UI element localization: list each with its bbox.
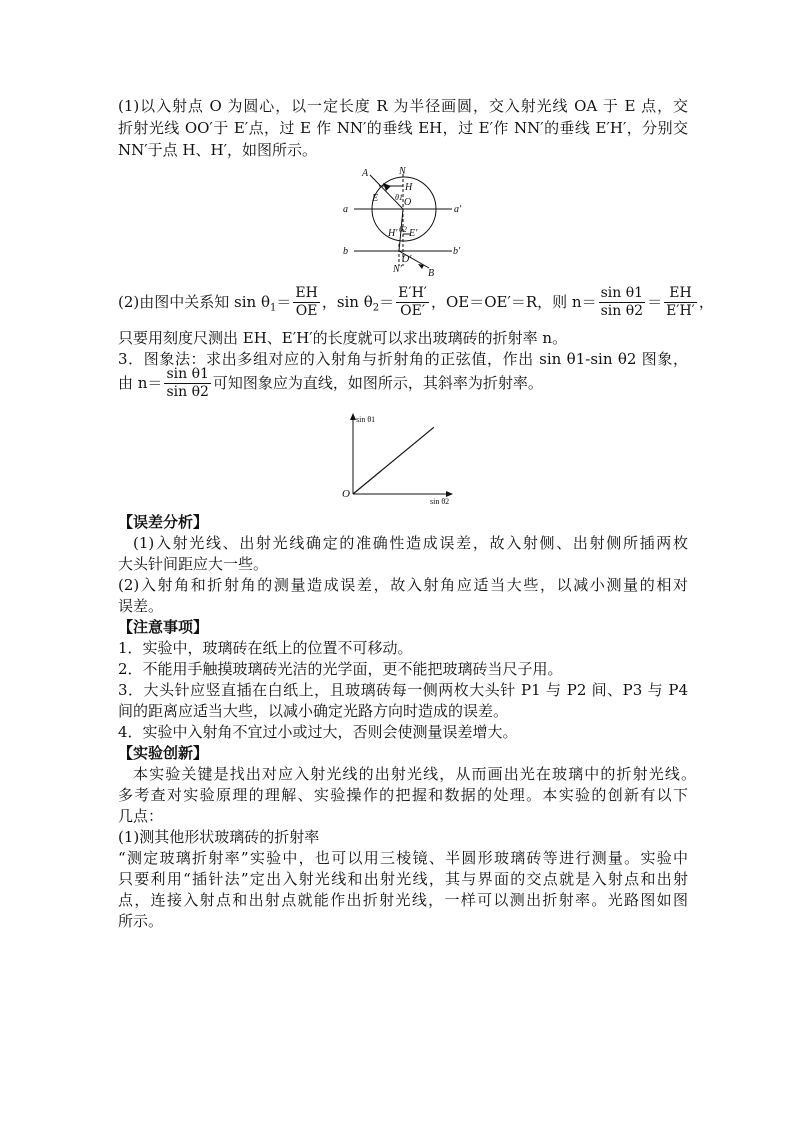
refracted-ray bbox=[399, 209, 403, 251]
fraction-num: sin θ1 bbox=[600, 285, 644, 301]
fraction-eh-ehprime bbox=[664, 285, 697, 320]
innovation-p1b: 多考查对实验原理的理解、实验操作的把握和数据的处理。本实验的创新有以下 bbox=[118, 786, 688, 804]
notes-item-3b: 间的距离应适当大些，以减小确定光路方向时造成的误差。 bbox=[118, 702, 509, 720]
fraction-sin-ratio bbox=[599, 285, 645, 320]
arrow-incident bbox=[383, 183, 391, 191]
formula2-mid1: ，sin θ bbox=[321, 293, 373, 311]
fraction-n bbox=[164, 366, 210, 401]
fraction-den: OE bbox=[295, 303, 318, 319]
label-b-prime: b′ bbox=[453, 246, 461, 257]
label-H: H bbox=[405, 182, 413, 193]
error-heading: 【误差分析】 bbox=[118, 513, 209, 531]
label-a-prime: a′ bbox=[454, 204, 462, 215]
innovation-s1c: 点，连接入射点和出射点就能作出折射光线，一样可以测出折射率。光路图如图 bbox=[118, 891, 688, 909]
innovation-heading: 【实验创新】 bbox=[118, 744, 209, 762]
label-a: a bbox=[343, 204, 348, 215]
notes-item-2: 2．不能用手触摸玻璃砖光洁的光学面，更不能把玻璃砖当尺子用。 bbox=[118, 660, 563, 678]
error-p1a: (1)入射光线、出射光线确定的准确性造成误差，故入射侧、出射侧所插两枚 bbox=[133, 534, 688, 552]
chart-ylabel: sin θ1 bbox=[356, 415, 376, 424]
emergent-ray bbox=[399, 251, 429, 268]
fraction-den: E′H′ bbox=[666, 303, 695, 319]
formula2-eq2: ＝ bbox=[379, 293, 395, 311]
notes-item-1: 1．实验中，玻璃砖在纸上的位置不可移动。 bbox=[118, 639, 413, 657]
method3-line1: 3．图象法：求出多组对应的入射角与折射角的正弦值，作出 sin θ1-sin θ2 图象， bbox=[118, 350, 688, 368]
label-N-prime: N′ bbox=[393, 264, 402, 275]
method3-prefix: 由 n＝ bbox=[118, 374, 163, 392]
formula2-sub2: 2 bbox=[372, 302, 380, 314]
error-p2a: (2)入射角和折射角的测量造成误差，故入射角应适当大些，以减小测量的相对 bbox=[118, 576, 688, 594]
error-p2b: 误差。 bbox=[118, 597, 164, 615]
label-b: b bbox=[343, 246, 348, 257]
formula2-line bbox=[118, 285, 714, 320]
error-p1b: 大头针间距应大一些。 bbox=[118, 555, 269, 573]
label-O: O bbox=[404, 197, 412, 208]
chart-series-line bbox=[353, 427, 434, 494]
method2-line3: NN′于点 H、H′，如图所示。 bbox=[118, 141, 317, 159]
notes-heading: 【注意事项】 bbox=[118, 618, 209, 636]
notes-item-3a: 3．大头针应竖直插在白纸上，且玻璃砖每一侧两枚大头针 P1 与 P2 间、P3 与 P4 bbox=[118, 681, 688, 699]
label-E-prime: E′ bbox=[409, 228, 418, 239]
innovation-s1d: 所示。 bbox=[118, 912, 164, 930]
innovation-p1c: 几点： bbox=[118, 807, 164, 825]
chart-origin-label: O bbox=[342, 488, 350, 500]
label-O-prime: O′ bbox=[402, 254, 412, 265]
formula2-prefix: (2)由图中关系知 sin θ bbox=[118, 293, 270, 311]
fraction-num: EH bbox=[295, 285, 318, 301]
formula2-eq1: ＝ bbox=[276, 293, 292, 311]
arrow-emergent bbox=[418, 264, 424, 269]
fraction-ehprime-oeprime bbox=[396, 285, 429, 320]
fraction-num: sin θ1 bbox=[166, 366, 209, 382]
formula2-tail: ， bbox=[698, 293, 714, 311]
label-B: B bbox=[428, 268, 435, 279]
chart-x-arrow bbox=[446, 491, 453, 497]
method2-line2: 折射光线 OO′于 E′点，过 E 作 NN′的垂线 EH，过 E′作 NN′的垂线 E′H′，分别交 bbox=[118, 119, 688, 137]
incident-ray bbox=[370, 175, 403, 209]
method3-line2 bbox=[118, 366, 543, 401]
formula2-sub1: 1 bbox=[269, 302, 277, 314]
fraction-den: OE′ bbox=[400, 303, 426, 319]
construction-circle bbox=[372, 177, 436, 241]
chart-xlabel: sin θ2 bbox=[430, 497, 450, 506]
innovation-p1a: 本实验关键是找出对应入射光线的出射光线，从而画出光在玻璃中的折射光线。 bbox=[133, 765, 696, 783]
fraction-den: sin θ2 bbox=[600, 303, 644, 319]
innovation-s1a: “测定玻璃折射率”实验中，也可以用三棱镜、半圆形玻璃砖等进行测量。实验中 bbox=[118, 849, 688, 867]
label-A: A bbox=[362, 168, 369, 179]
fraction-den: sin θ2 bbox=[166, 384, 209, 400]
innovation-s1b: 只要利用“插针法”定出入射光线和出射光线，其与界面的交点就是入射点和出射 bbox=[118, 870, 688, 888]
formula2-line2: 只要用刻度尺测出 EH、E′H′的长度就可以求出玻璃砖的折射率 n。 bbox=[118, 329, 568, 347]
fraction-eh-oe bbox=[293, 285, 319, 320]
fraction-num: EH bbox=[664, 285, 697, 303]
label-theta1: θ1 bbox=[395, 193, 403, 202]
label-H-prime: H′ bbox=[388, 228, 398, 239]
label-E: E bbox=[372, 193, 379, 204]
formula2-mid2: ，OE＝OE′＝R，则 n＝ bbox=[430, 293, 597, 311]
innovation-sub1-title: (1)测其他形状玻璃砖的折射率 bbox=[118, 828, 320, 846]
chart-y-arrow bbox=[350, 413, 356, 420]
method3-suffix: 可知图象应为直线，如图所示，其斜率为折射率。 bbox=[212, 374, 543, 392]
label-theta2: θ2 bbox=[399, 225, 407, 234]
notes-item-4: 4．实验中入射角不宜过小或过大，否则会使测量误差增大。 bbox=[118, 723, 518, 741]
formula2-eq3: ＝ bbox=[647, 293, 663, 311]
label-N: N bbox=[399, 166, 406, 177]
fraction-num: E′H′ bbox=[398, 285, 427, 301]
method2-line1: (1)以入射点 O 为圆心，以一定长度 R 为半径画圆，交入射光线 OA 于 E 点，交 bbox=[118, 97, 688, 115]
